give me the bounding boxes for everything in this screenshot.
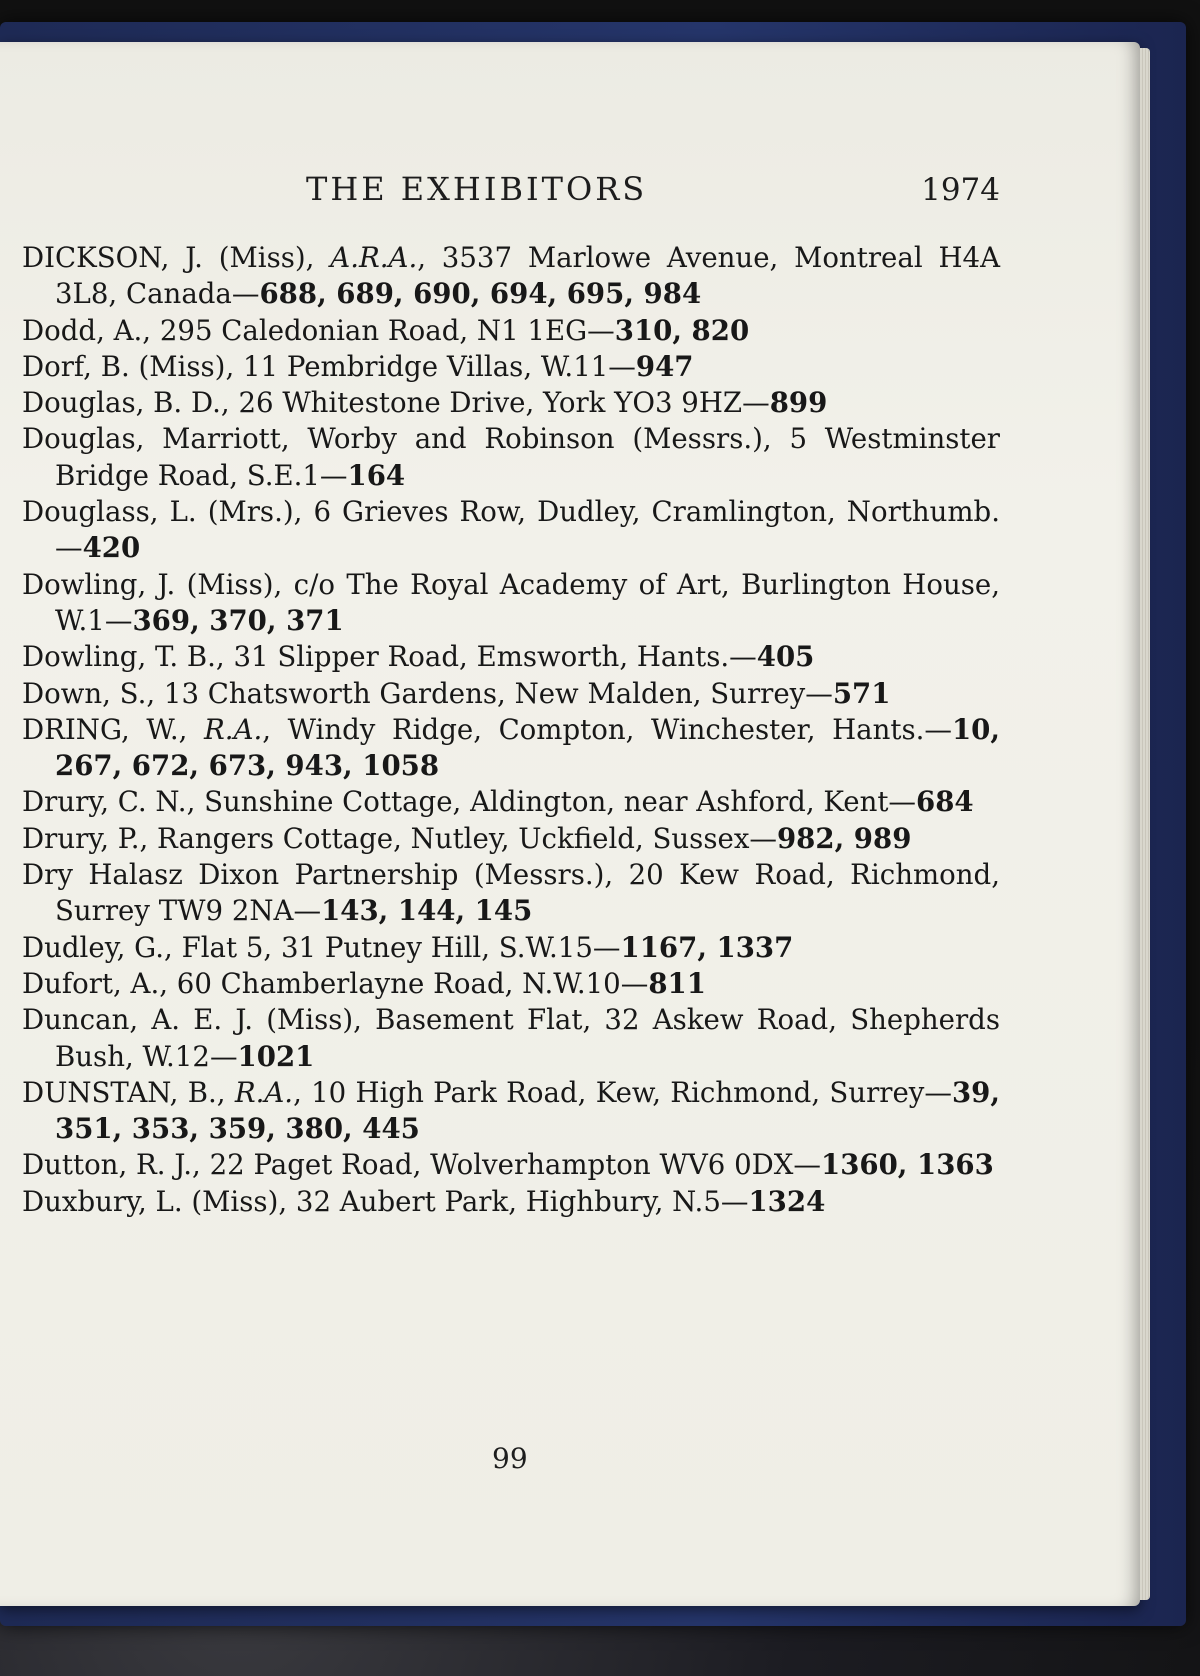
exhibitor-address: 32 Aubert Park, Highbury, N.5— — [295, 1184, 749, 1218]
exhibitor-address: Basement Flat, 32 Askew Road, Shepherds Bush, W.12— — [55, 1003, 1000, 1073]
list-item — [22, 930, 1000, 966]
page-edge — [1140, 48, 1150, 1600]
exhibitor-name: DRING, W., — [22, 712, 205, 746]
exhibitor-name: Dorf, B. (Miss), — [22, 349, 243, 383]
exhibitor-address: 22 Paget Road, Wolverhampton WV6 0DX— — [209, 1148, 821, 1182]
catalogue-numbers: 947 — [635, 349, 694, 383]
exhibitor-name: DICKSON, J. (Miss), — [22, 241, 331, 274]
catalogue-numbers: 10, 267, 672, 673, 943, 1058 — [55, 712, 1000, 783]
exhibitor-name: Dutton, R. J., — [22, 1148, 210, 1182]
list-item — [22, 1184, 1000, 1220]
list-item — [22, 240, 1000, 313]
catalogue-numbers: 1021 — [237, 1039, 315, 1073]
exhibitor-address: , Windy Ridge, Compton, Winchester, Hants.— — [262, 712, 952, 746]
exhibitor-address: Rangers Cottage, Nutley, Uckfield, Sussex— — [157, 821, 777, 855]
exhibitor-address: 295 Caledonian Road, N1 1EG— — [159, 313, 615, 347]
list-item — [22, 712, 1000, 785]
catalogue-numbers: 688, 689, 690, 694, 695, 984 — [259, 277, 702, 311]
exhibitor-address: 6 Grieves Row, Dudley, Cramlington, Northumb.— — [55, 495, 1000, 565]
catalogue-numbers: 899 — [769, 386, 828, 420]
exhibitor-address: 20 Kew Road, Richmond, Surrey TW9 2NA— — [55, 858, 1000, 928]
list-item — [22, 1002, 1000, 1075]
catalogue-numbers: 164 — [347, 458, 406, 492]
catalogue-numbers: 405 — [756, 640, 815, 674]
catalogue-numbers: 420 — [82, 531, 141, 565]
exhibitor-name: Douglass, L. (Mrs.), — [22, 495, 314, 529]
list-item — [22, 421, 1000, 494]
list-item — [22, 385, 1000, 421]
catalogue-numbers: 310, 820 — [614, 313, 750, 347]
exhibitor-name: Douglas, B. D., — [22, 386, 239, 420]
exhibitor-name: Duxbury, L. (Miss), — [22, 1184, 296, 1218]
catalogue-numbers: 143, 144, 145 — [321, 894, 533, 928]
catalogue-numbers: 571 — [832, 676, 891, 710]
catalogue-numbers: 1324 — [748, 1184, 826, 1218]
page-number: 99 — [492, 1442, 528, 1475]
exhibitor-address: 13 Chatsworth Gardens, New Malden, Surrey— — [163, 676, 833, 710]
exhibitor-name: Douglas, Marriott, Worby and Robinson (Messrs.), — [22, 422, 790, 456]
catalogue-numbers: 982, 989 — [776, 821, 912, 855]
catalogue-numbers: 684 — [916, 785, 974, 819]
catalogue-numbers: 1167, 1337 — [620, 930, 794, 964]
list-item — [22, 313, 1000, 349]
list-item — [22, 1147, 1000, 1183]
list-item — [22, 676, 1000, 712]
exhibitor-name: Dowling, J. (Miss), — [22, 567, 294, 601]
exhibitor-address: Flat 5, 31 Putney Hill, S.W.15— — [181, 930, 621, 964]
header-year: 1974 — [921, 172, 1000, 208]
exhibitor-list — [22, 240, 1000, 1220]
exhibitor-name: Duncan, A. E. J. (Miss), — [22, 1003, 376, 1037]
list-item — [22, 1075, 1000, 1148]
exhibitor-name: DUNSTAN, B., — [22, 1075, 235, 1109]
exhibitor-address: 11 Pembridge Villas, W.11— — [243, 349, 636, 383]
exhibitor-address: , 10 High Park Road, Kew, Richmond, Surrey— — [293, 1075, 952, 1109]
exhibitor-name: Dudley, G., — [22, 930, 182, 964]
page-title: THE EXHIBITORS — [306, 170, 648, 208]
catalogue-numbers: 1360, 1363 — [821, 1148, 994, 1182]
catalogue-numbers: 39, 351, 353, 359, 380, 445 — [55, 1075, 1000, 1146]
exhibitor-address: c/o The Royal Academy of Art, Burlington House, W.1— — [55, 567, 1000, 637]
exhibitor-address: 26 Whitestone Drive, York YO3 9HZ— — [238, 386, 770, 420]
exhibitor-address: 60 Chamberlayne Road, N.W.10— — [176, 966, 649, 1000]
exhibitor-name: Drury, P., — [22, 821, 158, 855]
exhibitor-name: Dodd, A., — [22, 313, 160, 347]
exhibitor-name: Drury, C. N., — [22, 785, 205, 819]
list-item — [22, 821, 1000, 857]
exhibitor-honour: R.A. — [234, 1075, 294, 1109]
exhibitor-name: Down, S., — [22, 676, 164, 710]
exhibitor-address: , 3537 Marlowe Avenue, Montreal H4A 3L8, Canada— — [55, 241, 1001, 311]
exhibitor-name: Dufort, A., — [22, 966, 177, 1000]
list-item — [22, 349, 1000, 385]
list-item — [22, 494, 1000, 567]
list-item — [22, 966, 1000, 1002]
catalogue-numbers: 811 — [648, 966, 706, 1000]
exhibitor-name: Dry Halasz Dixon Partnership (Messrs.), — [22, 858, 629, 892]
list-item — [22, 567, 1000, 640]
exhibitor-address: 5 Westminster Bridge Road, S.E.1— — [55, 422, 1000, 492]
exhibitor-address: Sunshine Cottage, Aldington, near Ashford, Kent— — [204, 785, 917, 819]
list-item — [22, 639, 1000, 675]
running-header — [22, 170, 1000, 218]
list-item — [22, 857, 1000, 930]
exhibitor-name: Dowling, T. B., — [22, 640, 234, 674]
list-item — [22, 784, 1000, 820]
exhibitor-honour: R.A. — [204, 712, 263, 746]
catalogue-numbers: 369, 370, 371 — [132, 603, 344, 637]
exhibitor-address: 31 Slipper Road, Emsworth, Hants.— — [233, 640, 757, 674]
exhibitor-honour: A.R.A. — [330, 241, 418, 274]
